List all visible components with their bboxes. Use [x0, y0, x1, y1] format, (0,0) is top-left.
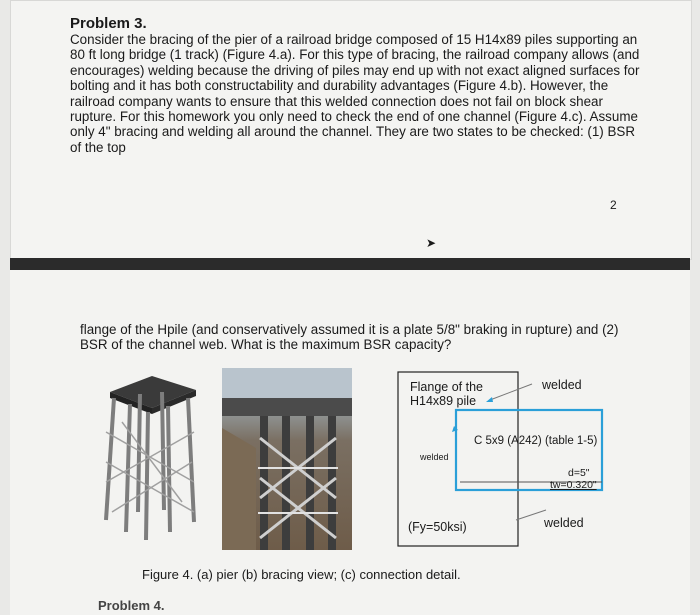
- welded-label-bottom: welded: [544, 516, 584, 530]
- page-number: 2: [610, 198, 617, 212]
- problem-paragraph: Consider the bracing of the pier of a railroad bridge composed of 15 H14x89 piles supporting an 80 ft long bridge (1 track) (Figure 4.a). For this type of bracing, the railroad company allows (and encourages) welding because the driving of piles may end up with not exact aligned surfaces for bolting and it has both constructability and durability advantages (Figure 4.b). However, the railroad company wants to ensure that this welded connection does not fail on block shear rupture. For this homework you only need to check the end of one channel (Figure 4.c). Assume only 4" bracing and welding all around the channel. They are two states to be checked: (1) BSR of the top: [70, 32, 640, 155]
- mouse-cursor-icon: ➤: [426, 236, 437, 250]
- depth-label: d=5": [568, 467, 590, 479]
- page-divider: [10, 258, 690, 270]
- figure-caption: Figure 4. (a) pier (b) bracing view; (c) connection detail.: [142, 567, 461, 582]
- problem-paragraph-continued: flange of the Hpile (and conservatively assumed it is a plate 5/8" braking in rupture) and (2) BSR of the channel web. What is the maximum BSR capacity?: [80, 322, 619, 353]
- flange-label: Flange of the H14x89 pile: [410, 380, 483, 408]
- bracing-photo: [222, 368, 352, 550]
- channel-label: C 5x9 (A242) (table 1-5): [474, 435, 598, 447]
- yield-strength-label: (Fy=50ksi): [408, 520, 467, 534]
- welded-label-left: welded: [420, 452, 449, 462]
- bracing-photo-drawing: [222, 368, 352, 550]
- problem-heading: Problem 3.: [70, 15, 147, 32]
- pier-model-image: [92, 372, 210, 544]
- welded-label-top: welded: [542, 378, 582, 392]
- connection-detail-diagram: [396, 370, 606, 556]
- next-problem-heading: Problem 4.: [98, 598, 165, 613]
- web-thickness-label: tw=0.320": [550, 479, 597, 491]
